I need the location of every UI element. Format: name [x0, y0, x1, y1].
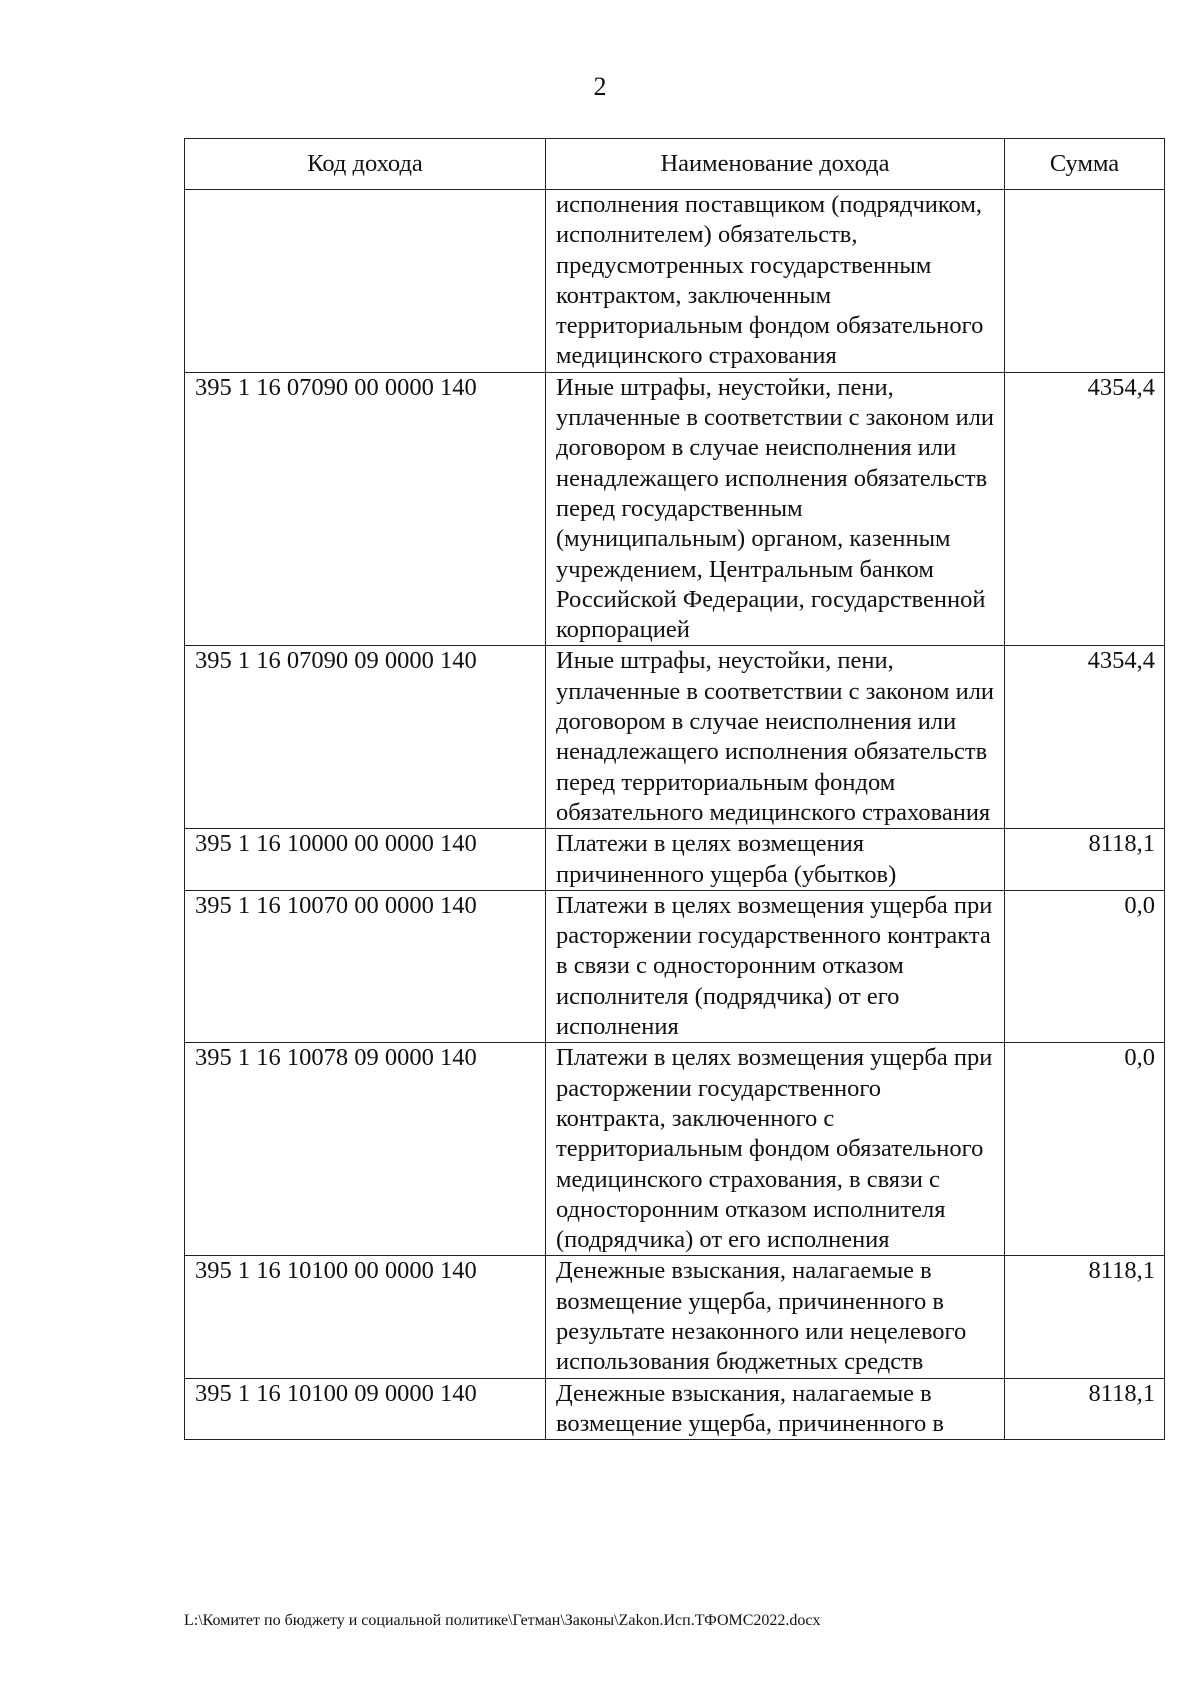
table-header-row [185, 139, 1165, 190]
income-amount: 8118,1 [1005, 1256, 1165, 1378]
income-code: 395 1 16 07090 09 0000 140 [185, 646, 546, 829]
income-code: 395 1 16 10100 00 0000 140 [185, 1256, 546, 1378]
table-row [185, 1378, 1165, 1440]
income-code: 395 1 16 10078 09 0000 140 [185, 1043, 546, 1256]
table-row [185, 1043, 1165, 1256]
table-row [185, 1256, 1165, 1378]
header-amount: Сумма [1005, 139, 1165, 190]
income-amount: 0,0 [1005, 1043, 1165, 1256]
page-number: 2 [593, 72, 607, 101]
footer-file-path: L:\Комитет по бюджету и социальной политике\Гетман\Законы\Zakon.Исп.ТФОМС2022.docx [184, 1612, 821, 1629]
income-code: 395 1 16 10000 00 0000 140 [185, 829, 546, 891]
income-code: 395 1 16 10070 00 0000 140 [185, 890, 546, 1042]
income-amount [1005, 190, 1165, 373]
income-name: Платежи в целях возмещения ущерба при расторжении государственного контракта, заключенного с территориальным фондом обязательного медицинского страхования, в связи с односторонним отказом исполнителя (подрядчика) от его исполнения [546, 1043, 1005, 1256]
table-row [185, 646, 1165, 829]
income-name: Платежи в целях возмещения причиненного ущерба (убытков) [546, 829, 1005, 891]
income-name: исполнения поставщиком (подрядчиком, исполнителем) обязательств, предусмотренных государственным контрактом, заключенным территориальным фондом обязательного медицинского страхования [546, 190, 1005, 373]
income-table [184, 138, 1165, 1440]
income-amount: 8118,1 [1005, 1378, 1165, 1440]
income-amount: 0,0 [1005, 890, 1165, 1042]
income-name: Иные штрафы, неустойки, пени, уплаченные в соответствии с законом или договором в случае неисполнения или ненадлежащего исполнения обязательств перед территориальным фондом обязательного медицинского страхования [546, 646, 1005, 829]
income-amount: 8118,1 [1005, 829, 1165, 891]
income-code: 395 1 16 07090 00 0000 140 [185, 372, 546, 646]
income-code [185, 190, 546, 373]
income-amount: 4354,4 [1005, 372, 1165, 646]
header-code: Код дохода [185, 139, 546, 190]
table-row [185, 829, 1165, 891]
income-name: Денежные взыскания, налагаемые в возмещение ущерба, причиненного в [546, 1378, 1005, 1440]
header-name: Наименование дохода [546, 139, 1005, 190]
table-row [185, 190, 1165, 373]
table-row [185, 372, 1165, 646]
income-name: Иные штрафы, неустойки, пени, уплаченные в соответствии с законом или договором в случае неисполнения или ненадлежащего исполнения обязательств перед государственным (муниципальным) органом, казенным учреждением, Центральным банком Российской Федерации, государственной корпорацией [546, 372, 1005, 646]
income-code: 395 1 16 10100 09 0000 140 [185, 1378, 546, 1440]
income-amount: 4354,4 [1005, 646, 1165, 829]
income-name: Платежи в целях возмещения ущерба при расторжении государственного контракта в связи с односторонним отказом исполнителя (подрядчика) от его исполнения [546, 890, 1005, 1042]
table-row [185, 890, 1165, 1042]
income-name: Денежные взыскания, налагаемые в возмещение ущерба, причиненного в результате незаконного или нецелевого использования бюджетных средств [546, 1256, 1005, 1378]
